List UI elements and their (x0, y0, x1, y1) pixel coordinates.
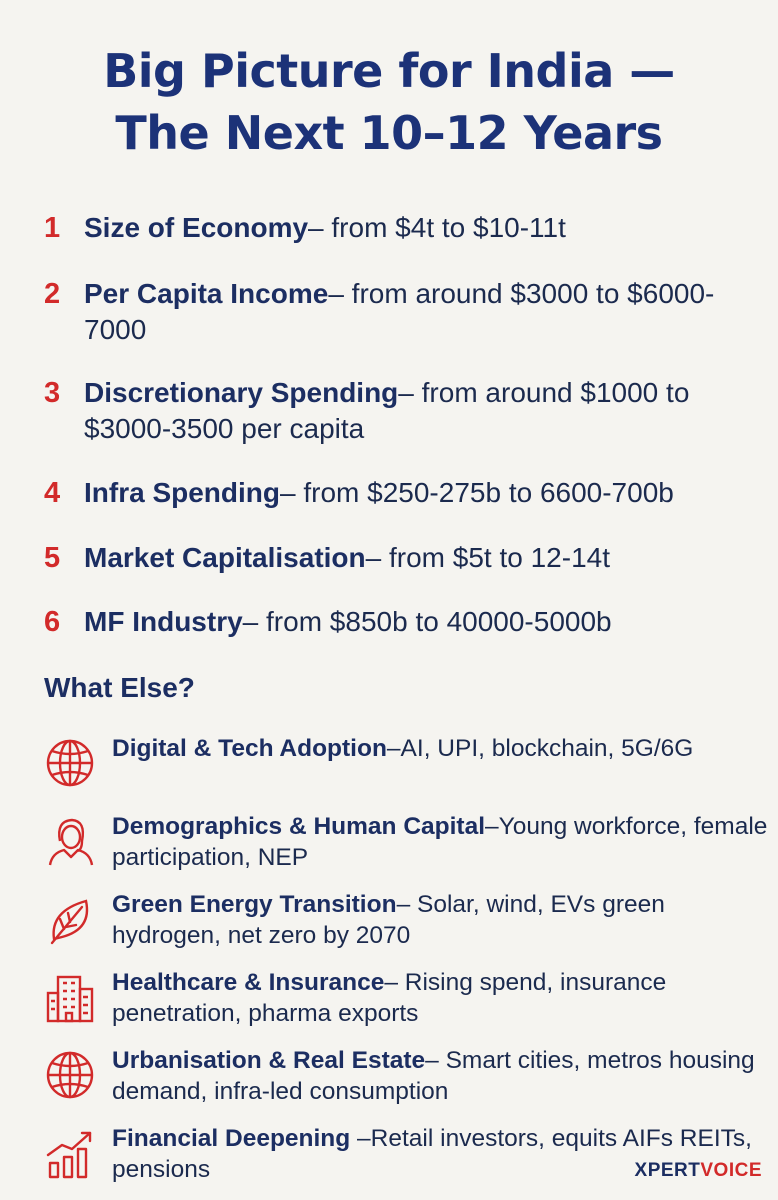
brand-part-1: XPERT (634, 1160, 701, 1181)
bullet-label: Urbanisation & Real Estate (112, 1047, 426, 1074)
list-item (44, 540, 764, 576)
list-item (44, 733, 774, 764)
growth-chart-icon (44, 1127, 98, 1181)
item-text: – from $250-275b to 6600-700b (280, 477, 674, 508)
bullet-text: –Retail investors, equits AIFs REITs, pensions (112, 1125, 752, 1183)
list-item (44, 967, 774, 1029)
list-item (44, 210, 764, 246)
bullet-text: – Solar, wind, EVs green hydrogen, net zero by 2070 (112, 891, 665, 949)
item-text: – from $4t to $10-11t (308, 212, 566, 243)
brand-logo (635, 1160, 762, 1182)
globe-icon (44, 1049, 98, 1103)
item-label: Per Capita Income (84, 278, 329, 309)
bullet-text: – Rising spend, insurance penetration, pharma exports (112, 969, 667, 1027)
item-text: – from around $1000 to $3000-3500 per capita (84, 377, 690, 444)
bullet-text: – Smart cities, metros housing demand, infra-led consumption (112, 1047, 755, 1105)
list-item (44, 1045, 774, 1107)
bullet-label: Financial Deepening (112, 1125, 351, 1152)
item-text: – from $850b to 40000-5000b (242, 606, 612, 637)
list-item (44, 475, 764, 511)
buildings-icon (44, 971, 98, 1025)
item-label: MF Industry (84, 606, 243, 637)
leaf-icon (44, 893, 98, 947)
list-item (44, 811, 774, 873)
item-label: Market Capitalisation (84, 542, 366, 573)
title-line-2: The Next 10–12 Years (115, 106, 663, 160)
bullet-label: Healthcare & Insurance (112, 969, 385, 996)
list-item (44, 375, 764, 447)
bullet-text: –AI, UPI, blockchain, 5G/6G (386, 735, 694, 762)
item-label: Discretionary Spending (84, 377, 399, 408)
item-text: – from $5t to 12-14t (365, 542, 610, 573)
bullet-label: Demographics & Human Capital (112, 813, 486, 840)
item-number: 5 (44, 542, 61, 574)
bullet-text: –Young workforce, female participation, NEP (112, 813, 768, 871)
list-item (44, 889, 774, 951)
item-label: Size of Economy (84, 212, 309, 243)
person-icon (44, 815, 98, 869)
bullet-label: Green Energy Transition (112, 891, 397, 918)
item-label: Infra Spending (84, 477, 280, 508)
brand-part-2: VOICE (700, 1160, 762, 1181)
bullet-label: Digital & Tech Adoption (112, 735, 387, 762)
item-number: 2 (44, 278, 61, 310)
globe-icon (44, 737, 98, 791)
item-number: 4 (44, 477, 61, 509)
list-item (44, 604, 764, 640)
title-line-1: Big Picture for India — (103, 44, 675, 98)
item-number: 3 (44, 377, 61, 409)
list-item (44, 276, 764, 348)
item-number: 6 (44, 606, 61, 638)
page-title (0, 40, 778, 164)
item-text: – from around $3000 to $6000-7000 (84, 278, 715, 345)
section-heading: What Else? (44, 672, 195, 703)
item-number: 1 (44, 212, 61, 244)
